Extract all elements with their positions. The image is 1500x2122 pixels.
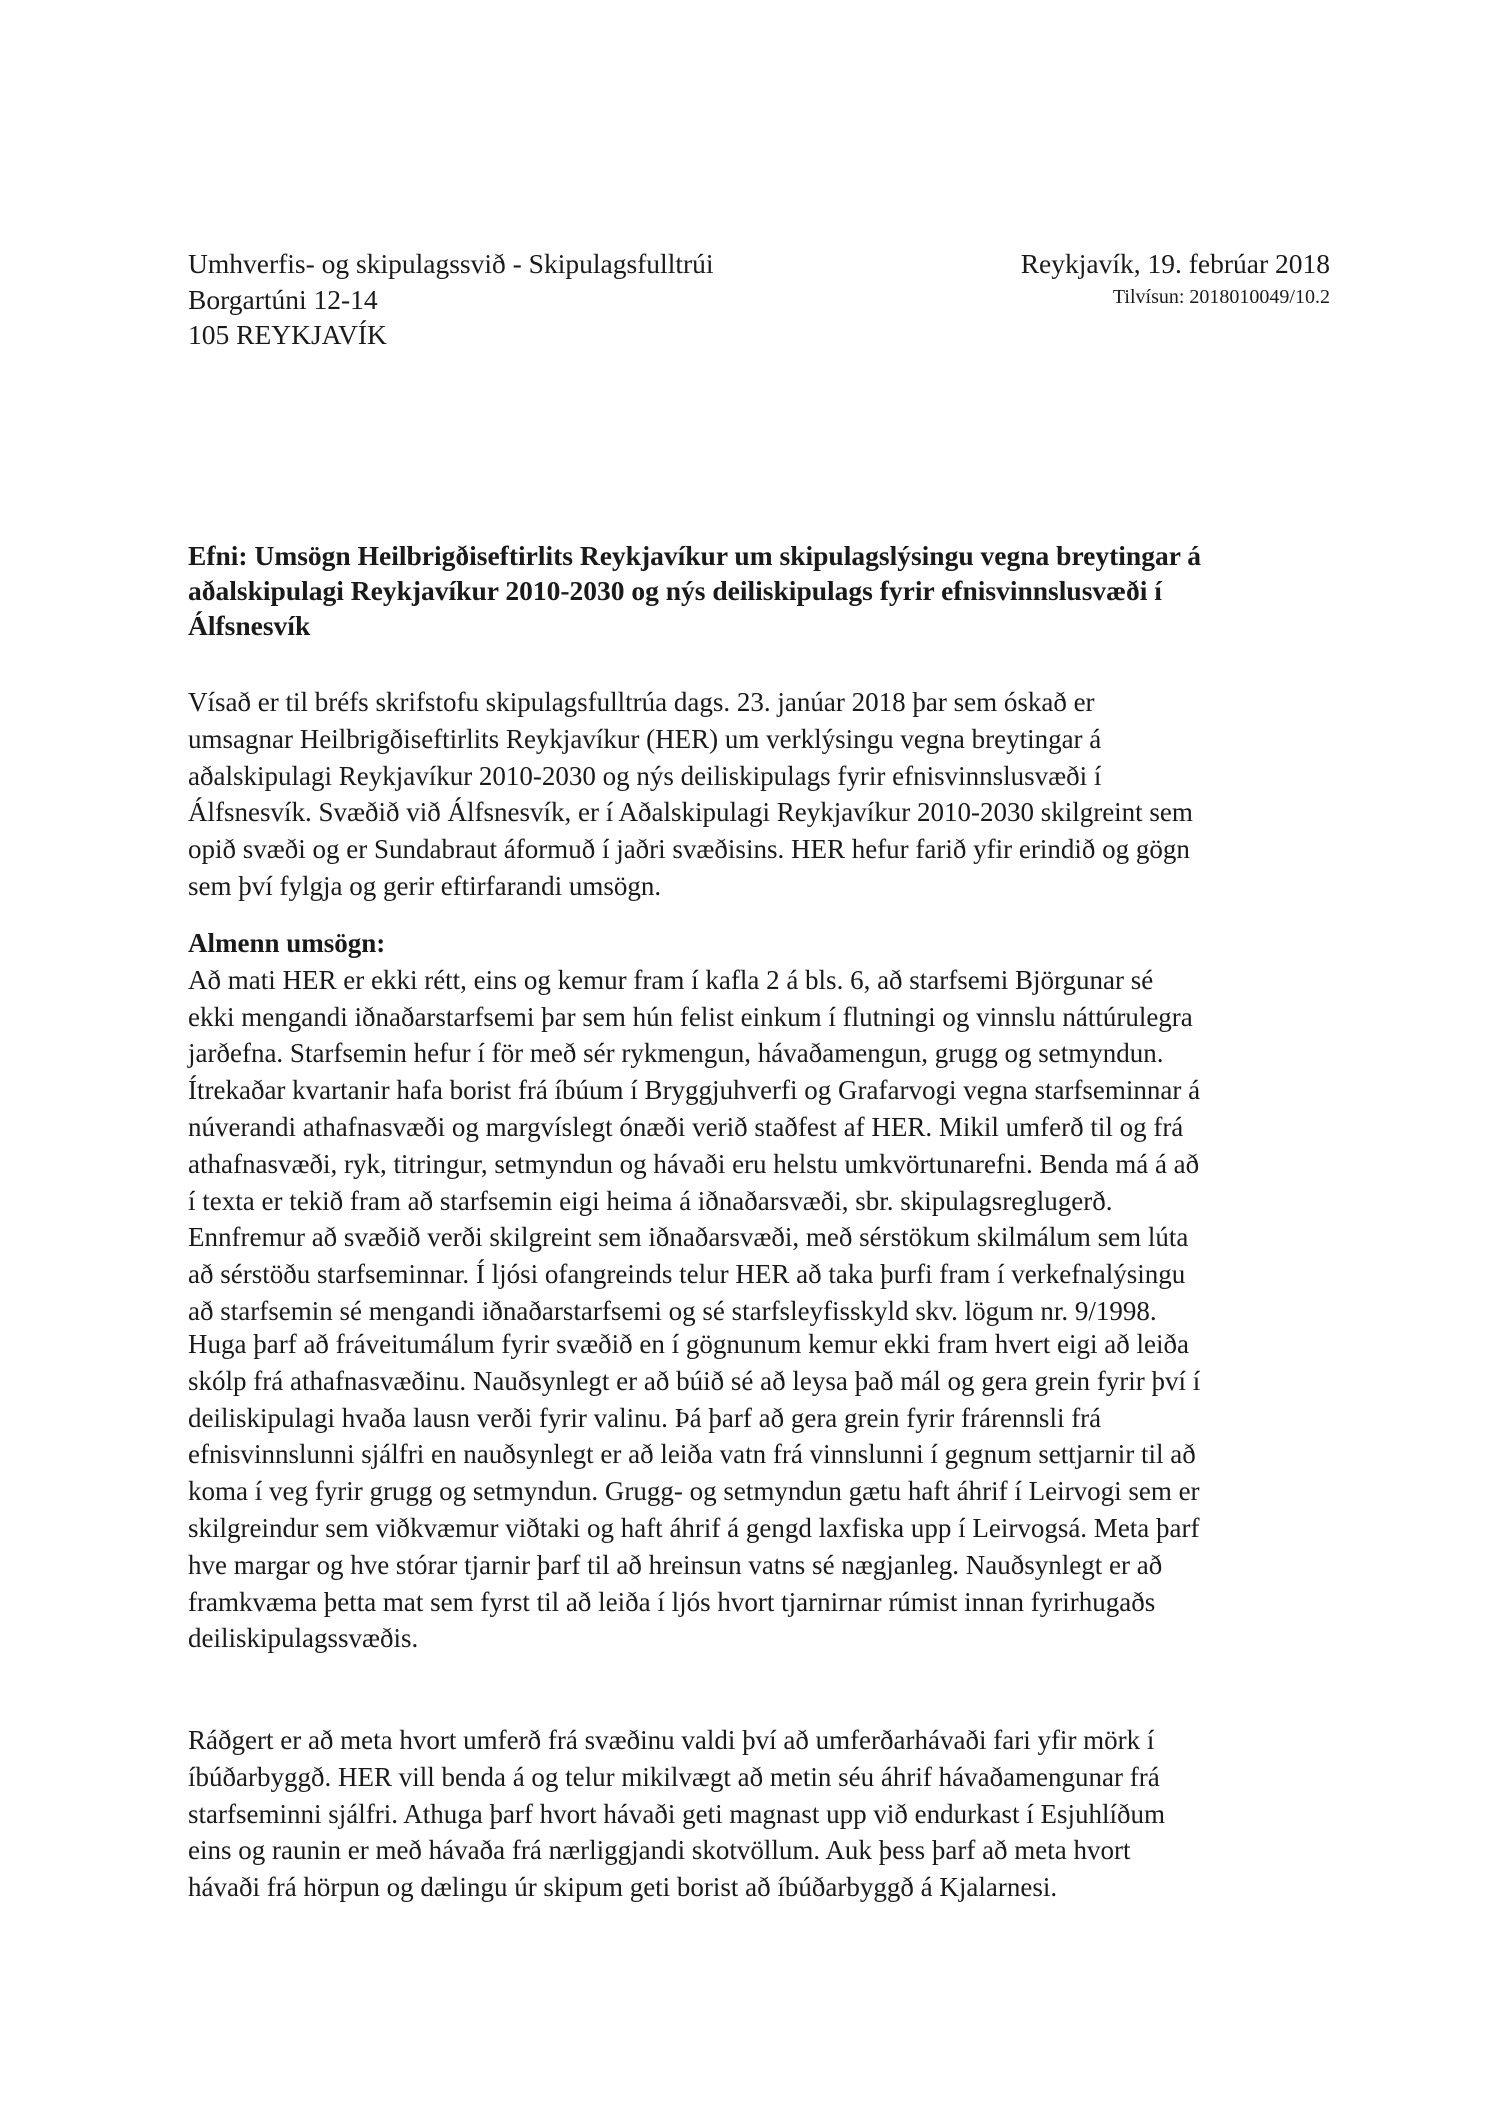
text-line: Huga þarf að fráveitumálum fyrir svæðið en í gögnunum kemur ekki fram hvert eigi að leiða xyxy=(188,1329,1189,1359)
general-section xyxy=(188,925,1200,1330)
letter-date: Reykjavík, 19. febrúar 2018 xyxy=(1020,248,1330,279)
text-line: í texta er tekið fram að starfsemin eigi heima á iðnaðarsvæði, sbr. skipulagsreglugerð. xyxy=(188,1185,1113,1216)
section-heading: Almenn umsögn: xyxy=(188,928,386,958)
text-line: sem því fylgja og gerir eftirfarandi umsögn. xyxy=(188,870,662,901)
text-line: aðalskipulagi Reykjavíkur 2010-2030 og nýs deiliskipulags fyrir efnisvinnslusvæði í xyxy=(188,760,1102,791)
intro-paragraph xyxy=(188,684,1193,905)
text-line: ekki mengandi iðnaðarstarfsemi þar sem hún felist einkum í flutningi og vinnslu náttúrulegra xyxy=(188,1001,1193,1032)
text-line: Borgartúni 12-14 xyxy=(188,283,378,315)
text-line: koma í veg fyrir grugg og setmyndun. Grugg- og setmyndun gætu haft áhrif í Leirvogi sem er xyxy=(188,1476,1200,1507)
text-line: 105 REYKJAVÍK xyxy=(188,319,387,350)
text-line: efnisvinnslunni sjálfri en nauðsynlegt er að leiða vatn frá vinnslunni í gegnum settjarnir til að xyxy=(188,1439,1196,1470)
text-line: Ennfremur að svæðið verði skilgreint sem iðnaðarsvæði, með sérstökum skilmálum sem lúta xyxy=(188,1222,1189,1253)
text-line: Að mati HER er ekki rétt, eins og kemur fram í kafla 2 á bls. 6, að starfsemi Björgunar sé xyxy=(188,964,1154,995)
general-paragraph xyxy=(188,962,1200,1330)
text-line: hve margar og hve stórar tjarnir þarf til að hreinsun vatns sé nægjanleg. Nauðsynlegt er að xyxy=(188,1549,1163,1580)
text-line: umsagnar Heilbrigðiseftirlits Reykjavíkur (HER) um verklýsingu vegna breytingar á xyxy=(188,723,1102,754)
text-line: Efni: Umsögn Heilbrigðiseftirlits Reykjavíkur um skipulagslýsingu vegna breytingar á xyxy=(188,540,1202,571)
text-line: Ítrekaðar kvartanir hafa borist frá íbúum í Bryggjuhverfi og Grafarvogi vegna starfseminnar á xyxy=(188,1075,1201,1106)
text-line: Álfsnesvík xyxy=(188,610,311,641)
text-line: Umhverfis- og skipulagssvið - Skipulagsfulltrúi xyxy=(188,248,714,279)
noise-paragraph xyxy=(188,1722,1165,1906)
text-line: deiliskipulagi hvaða lausn verði fyrir valinu. Þá þarf að gera grein fyrir frárennsli frá xyxy=(188,1402,1102,1433)
sender-address xyxy=(188,246,714,353)
text-line: núverandi athafnasvæði og margvíslegt ónæði verið staðfest af HER. Mikil umferð til og frá xyxy=(188,1111,1184,1142)
text-line: íbúðarbyggð. HER vill benda á og telur mikilvægt að metin séu áhrif hávaðamengunar frá xyxy=(188,1761,1160,1792)
subject-heading xyxy=(188,538,1201,643)
text-line: athafnasvæði, ryk, titringur, setmyndun og hávaði eru helstu umkvörtunarefni. Benda má á að xyxy=(188,1148,1200,1179)
text-line: jarðefna. Starfsemin hefur í för með sér rykmengun, hávaðamengun, grugg og setmyndun. xyxy=(188,1038,1164,1069)
text-line: hávaði frá hörpun og dælingu úr skipum geti borist að íbúðarbyggð á Kjalarnesi. xyxy=(188,1872,1058,1903)
text-line: að sérstöðu starfseminnar. Í ljósi ofangreinds telur HER að taka þurfi fram í verkefnalýsingu xyxy=(188,1259,1186,1290)
text-line: opið svæði og er Sundabraut áformuð í jaðri svæðisins. HER hefur farið yfir erindið og gögn xyxy=(188,834,1190,865)
text-line: Vísað er til bréfs skrifstofu skipulagsfulltrúa dags. 23. janúar 2018 þar sem óskað er xyxy=(188,687,1095,717)
text-line: aðalskipulagi Reykjavíkur 2010-2030 og nýs deiliskipulags fyrir efnisvinnslusvæði í xyxy=(188,575,1162,606)
text-line: starfseminni sjálfri. Athuga þarf hvort hávaði geti magnast upp við endurkast í Esjuhlíðum xyxy=(188,1798,1166,1829)
reference-number: Tilvísun: 2018010049/10.2 xyxy=(1112,285,1330,308)
sewage-paragraph xyxy=(188,1326,1200,1657)
text-line: deiliskipulagssvæðis. xyxy=(188,1623,419,1654)
dateline xyxy=(1021,246,1330,312)
text-line: að starfsemin sé mengandi iðnaðarstarfsemi og sé starfsleyfisskyld skv. lögum nr. 9/1998. xyxy=(188,1295,1157,1326)
text-line: Ráðgert er að meta hvort umferð frá svæðinu valdi því að umferðarhávaði fari yfir mörk í xyxy=(188,1725,1155,1755)
text-line: skólp frá athafnasvæðinu. Nauðsynlegt er að búið sé að leysa það mál og gera grein fyrir því í xyxy=(188,1365,1201,1396)
text-line: framkvæma þetta mat sem fyrst til að leiða í ljós hvort tjarnirnar rúmist innan fyrirhugaðs xyxy=(188,1586,1156,1617)
text-line: skilgreindur sem viðkvæmur viðtaki og haft áhrif á gengd laxfiska upp í Leirvogsá. Meta þarf xyxy=(188,1512,1200,1543)
text-line: eins og raunin er með hávaða frá nærliggjandi skotvöllum. Auk þess þarf að meta hvort xyxy=(188,1835,1131,1866)
text-line: Álfsnesvík. Svæðið við Álfsnesvík, er í Aðalskipulagi Reykjavíkur 2010-2030 skilgreint sem xyxy=(188,797,1193,828)
